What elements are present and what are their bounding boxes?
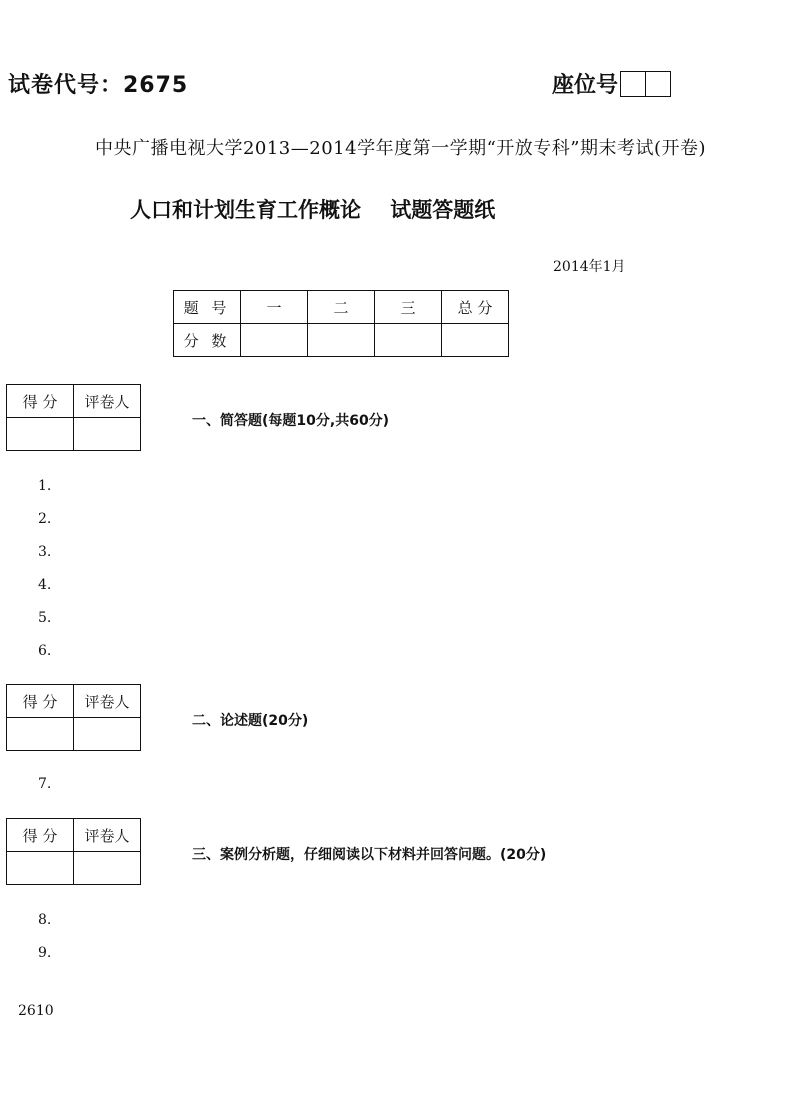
seat-number-boxes[interactable]	[620, 71, 671, 97]
paper-code-label: 试卷代号：2675	[8, 73, 189, 98]
grader-score-label: 得 分	[7, 385, 74, 418]
section-3-title: 三、案例分析题，仔细阅读以下材料并回答问题。(20分)	[192, 847, 547, 863]
question-3: 3.	[38, 544, 52, 560]
score-cell-2[interactable]	[308, 324, 375, 357]
grader-score-cell[interactable]	[7, 418, 74, 451]
question-9: 9.	[38, 945, 52, 961]
exam-date: 2014年1月	[553, 259, 626, 275]
grader-score-cell[interactable]	[7, 718, 74, 751]
grader-name-label: 评卷人	[74, 685, 141, 718]
grader-name-label: 评卷人	[74, 819, 141, 852]
seat-number	[552, 68, 671, 99]
grader-name-cell[interactable]	[74, 718, 141, 751]
column-section-2: 二	[308, 291, 375, 324]
grader-box-section-3	[6, 818, 141, 885]
score-table-header-row	[174, 291, 509, 324]
column-section-1: 一	[241, 291, 308, 324]
question-7: 7.	[38, 776, 52, 792]
score-summary-table	[173, 290, 509, 357]
grader-score-label: 得 分	[7, 685, 74, 718]
column-total: 总 分	[442, 291, 509, 324]
score-label: 分 数	[174, 324, 241, 357]
section-2-title: 二、论述题(20分)	[192, 713, 309, 729]
grader-name-cell[interactable]	[74, 418, 141, 451]
question-8: 8.	[38, 912, 52, 928]
seat-box-2[interactable]	[645, 72, 670, 96]
column-section-3: 三	[375, 291, 442, 324]
question-4: 4.	[38, 577, 52, 593]
page-footer-code: 2610	[18, 1003, 54, 1019]
score-cell-total[interactable]	[442, 324, 509, 357]
question-1: 1.	[38, 478, 52, 494]
question-number-label: 题 号	[174, 291, 241, 324]
seat-label: 座位号	[552, 73, 619, 98]
score-table-score-row	[174, 324, 509, 357]
question-5: 5.	[38, 610, 52, 626]
seat-box-1[interactable]	[621, 72, 645, 96]
exam-title: 中央广播电视大学2013—2014学年度第一学期“开放专科”期末考试(开卷)	[94, 138, 707, 159]
section-1-title: 一、简答题(每题10分,共60分)	[192, 413, 390, 429]
score-cell-3[interactable]	[375, 324, 442, 357]
grader-name-label: 评卷人	[74, 385, 141, 418]
score-cell-1[interactable]	[241, 324, 308, 357]
question-2: 2.	[38, 511, 52, 527]
grader-box-section-1	[6, 384, 141, 451]
question-6: 6.	[38, 643, 52, 659]
grader-score-cell[interactable]	[7, 852, 74, 885]
subject-title: 人口和计划生育工作概论 试题答题纸	[130, 198, 496, 222]
grader-name-cell[interactable]	[74, 852, 141, 885]
grader-box-section-2	[6, 684, 141, 751]
grader-score-label: 得 分	[7, 819, 74, 852]
